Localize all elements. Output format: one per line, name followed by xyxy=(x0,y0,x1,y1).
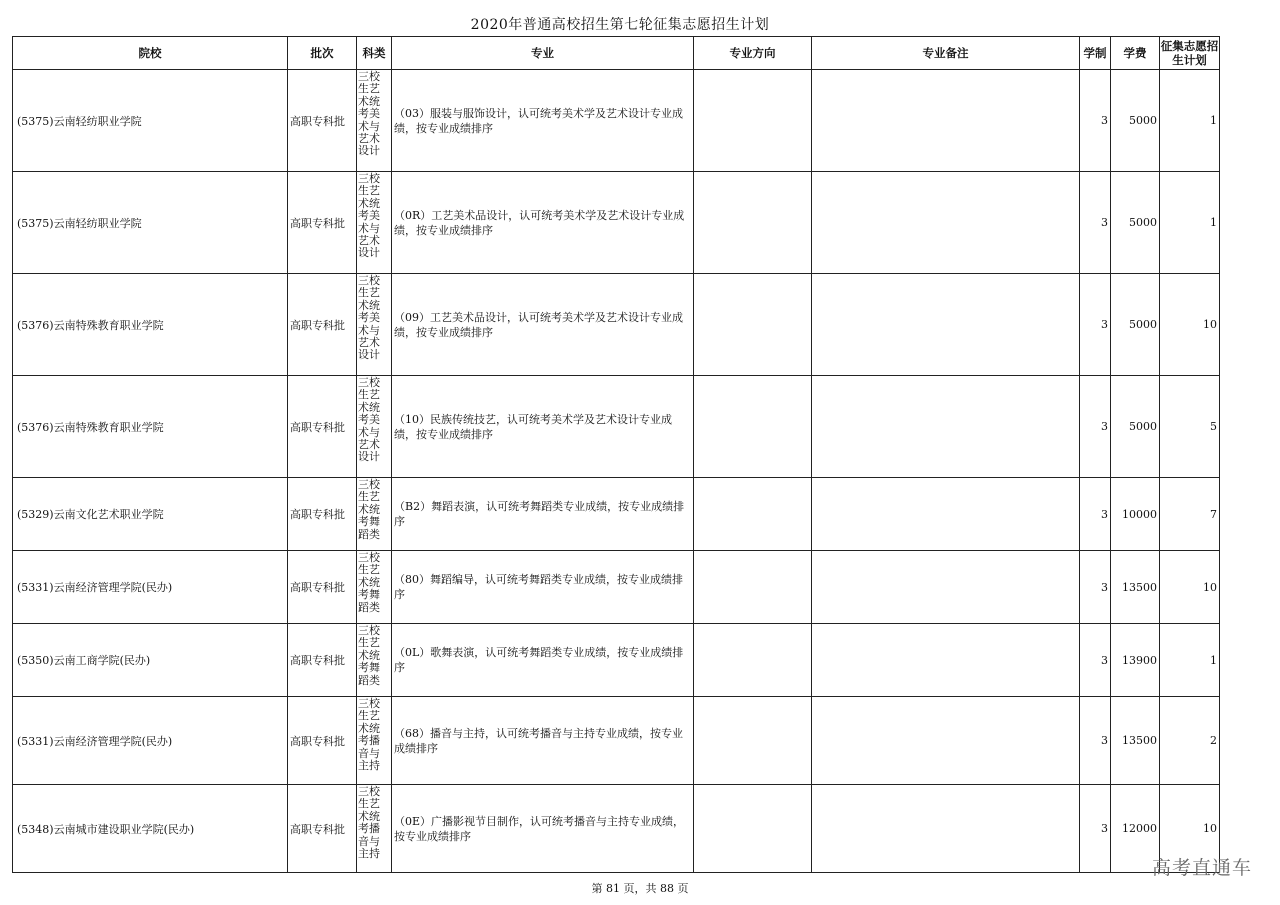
cell-years: 3 xyxy=(1080,624,1111,697)
header-major: 专业 xyxy=(392,37,694,70)
cell-category: 三校生艺术统考舞蹈类 xyxy=(357,551,392,624)
header-fee: 学费 xyxy=(1111,37,1160,70)
cell-note xyxy=(812,551,1080,624)
page-footer: 第 81 页，共 88 页 xyxy=(591,882,689,895)
cell-school: (5348)云南城市建设职业学院(民办) xyxy=(13,785,288,873)
cell-direction xyxy=(694,478,812,551)
cell-plan: 10 xyxy=(1160,551,1220,624)
cell-plan: 10 xyxy=(1160,785,1220,873)
cell-years: 3 xyxy=(1080,785,1111,873)
cell-batch: 高职专科批 xyxy=(288,551,357,624)
table-row xyxy=(13,274,1220,376)
cell-batch: 高职专科批 xyxy=(288,274,357,376)
cell-direction xyxy=(694,172,812,274)
table-row xyxy=(13,172,1220,274)
page-title: 2020年普通高校招生第七轮征集志愿招生计划 xyxy=(470,17,770,33)
cell-fee: 5000 xyxy=(1111,376,1160,478)
cell-school: (5376)云南特殊教育职业学院 xyxy=(13,274,288,376)
cell-direction xyxy=(694,551,812,624)
table-row xyxy=(13,697,1220,785)
cell-years: 3 xyxy=(1080,551,1111,624)
cell-direction xyxy=(694,785,812,873)
cell-school: (5329)云南文化艺术职业学院 xyxy=(13,478,288,551)
table-row xyxy=(13,376,1220,478)
plan-table xyxy=(12,36,1220,873)
cell-category: 三校生艺术统考播音与主持 xyxy=(357,785,392,873)
cell-batch: 高职专科批 xyxy=(288,172,357,274)
table-row xyxy=(13,551,1220,624)
cell-batch: 高职专科批 xyxy=(288,624,357,697)
cell-direction xyxy=(694,376,812,478)
cell-fee: 5000 xyxy=(1111,70,1160,172)
cell-school: (5375)云南轻纺职业学院 xyxy=(13,172,288,274)
cell-years: 3 xyxy=(1080,172,1111,274)
cell-plan: 1 xyxy=(1160,624,1220,697)
cell-plan: 10 xyxy=(1160,274,1220,376)
cell-fee: 5000 xyxy=(1111,274,1160,376)
cell-fee: 13500 xyxy=(1111,697,1160,785)
cell-category: 三校生艺术统考播音与主持 xyxy=(357,697,392,785)
header-row xyxy=(13,37,1220,70)
cell-years: 3 xyxy=(1080,376,1111,478)
header-note: 专业备注 xyxy=(812,37,1080,70)
cell-major: （09）工艺美术品设计，认可统考美术学及艺术设计专业成绩，按专业成绩排序 xyxy=(392,274,694,376)
cell-note xyxy=(812,172,1080,274)
cell-fee: 12000 xyxy=(1111,785,1160,873)
cell-category: 三校生艺术统考美术与艺术设计 xyxy=(357,376,392,478)
cell-major: （68）播音与主持，认可统考播音与主持专业成绩，按专业成绩排序 xyxy=(392,697,694,785)
cell-category: 三校生艺术统考美术与艺术设计 xyxy=(357,172,392,274)
cell-school: (5331)云南经济管理学院(民办) xyxy=(13,697,288,785)
header-plan: 征集志愿招生计划 xyxy=(1160,37,1220,70)
cell-category: 三校生艺术统考舞蹈类 xyxy=(357,478,392,551)
table-row xyxy=(13,478,1220,551)
cell-school: (5376)云南特殊教育职业学院 xyxy=(13,376,288,478)
cell-direction xyxy=(694,697,812,785)
cell-major: （0E）广播影视节目制作，认可统考播音与主持专业成绩，按专业成绩排序 xyxy=(392,785,694,873)
cell-plan: 5 xyxy=(1160,376,1220,478)
cell-batch: 高职专科批 xyxy=(288,376,357,478)
cell-plan: 1 xyxy=(1160,70,1220,172)
cell-major: （B2）舞蹈表演，认可统考舞蹈类专业成绩，按专业成绩排序 xyxy=(392,478,694,551)
cell-years: 3 xyxy=(1080,274,1111,376)
cell-batch: 高职专科批 xyxy=(288,478,357,551)
cell-fee: 13900 xyxy=(1111,624,1160,697)
cell-batch: 高职专科批 xyxy=(288,70,357,172)
cell-school: (5331)云南经济管理学院(民办) xyxy=(13,551,288,624)
cell-direction xyxy=(694,624,812,697)
cell-note xyxy=(812,70,1080,172)
cell-school: (5375)云南轻纺职业学院 xyxy=(13,70,288,172)
cell-note xyxy=(812,785,1080,873)
table-row xyxy=(13,785,1220,873)
table-row xyxy=(13,624,1220,697)
cell-category: 三校生艺术统考舞蹈类 xyxy=(357,624,392,697)
header-batch: 批次 xyxy=(288,37,357,70)
cell-note xyxy=(812,697,1080,785)
cell-note xyxy=(812,478,1080,551)
cell-years: 3 xyxy=(1080,70,1111,172)
cell-note xyxy=(812,274,1080,376)
table-row xyxy=(13,70,1220,172)
cell-batch: 高职专科批 xyxy=(288,697,357,785)
cell-plan: 2 xyxy=(1160,697,1220,785)
header-direction: 专业方向 xyxy=(694,37,812,70)
cell-direction xyxy=(694,70,812,172)
cell-years: 3 xyxy=(1080,478,1111,551)
cell-direction xyxy=(694,274,812,376)
cell-note xyxy=(812,624,1080,697)
cell-plan: 7 xyxy=(1160,478,1220,551)
header-category: 科类 xyxy=(357,37,392,70)
cell-note xyxy=(812,376,1080,478)
cell-major: （10）民族传统技艺，认可统考美术学及艺术设计专业成绩，按专业成绩排序 xyxy=(392,376,694,478)
cell-years: 3 xyxy=(1080,697,1111,785)
cell-fee: 13500 xyxy=(1111,551,1160,624)
cell-major: （0R）工艺美术品设计，认可统考美术学及艺术设计专业成绩，按专业成绩排序 xyxy=(392,172,694,274)
cell-school: (5350)云南工商学院(民办) xyxy=(13,624,288,697)
cell-plan: 1 xyxy=(1160,172,1220,274)
header-school: 院校 xyxy=(13,37,288,70)
cell-category: 三校生艺术统考美术与艺术设计 xyxy=(357,274,392,376)
header-years: 学制 xyxy=(1080,37,1111,70)
cell-batch: 高职专科批 xyxy=(288,785,357,873)
cell-fee: 5000 xyxy=(1111,172,1160,274)
cell-major: （03）服装与服饰设计，认可统考美术学及艺术设计专业成绩，按专业成绩排序 xyxy=(392,70,694,172)
cell-category: 三校生艺术统考美术与艺术设计 xyxy=(357,70,392,172)
cell-major: （80）舞蹈编导，认可统考舞蹈类专业成绩，按专业成绩排序 xyxy=(392,551,694,624)
cell-fee: 10000 xyxy=(1111,478,1160,551)
cell-major: （0L）歌舞表演，认可统考舞蹈类专业成绩，按专业成绩排序 xyxy=(392,624,694,697)
watermark: 高考直通车 xyxy=(1151,857,1252,879)
